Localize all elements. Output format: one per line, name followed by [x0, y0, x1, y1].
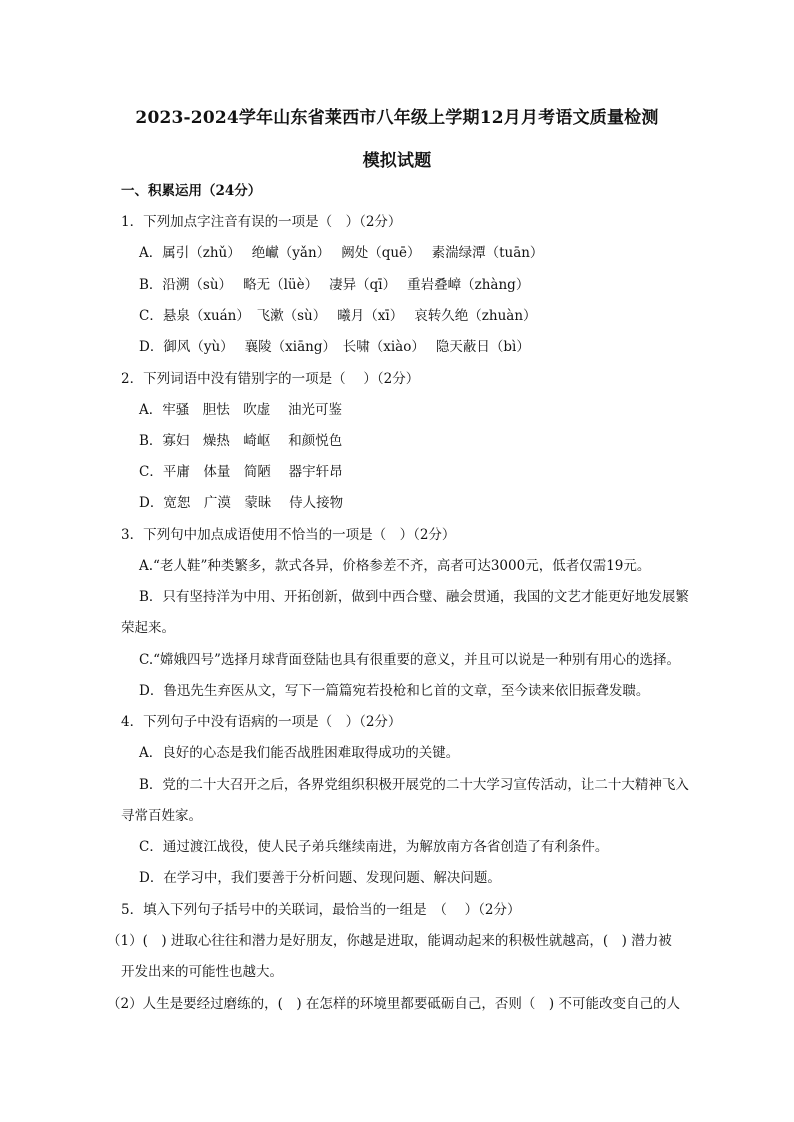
q3-option-d: D．鲁迅先生弃医从文，写下一篇篇宛若投枪和匕首的文章，至今读来依旧振聋发聩。	[139, 683, 650, 699]
section-heading: 一、积累运用（24分）	[121, 183, 262, 199]
q4-stem: 4．下列句子中没有语病的一项是（ ）（2分）	[121, 714, 402, 730]
exam-title-line2: 模拟试题	[362, 151, 432, 171]
q5-stem: 5．填入下列句子括号中的关联词，最恰当的一组是 （ ）（2分）	[121, 902, 521, 918]
q5-sentence1: （1）( ) 进取心往往和潜力是好朋友，你越是进取，能调动起来的积极性就越高，( ) 潜力被	[107, 933, 672, 949]
q1-option-d: D．御风（yù） 襄陵（xiāng） 长啸（xiào） 隐天蔽日（bì）	[139, 339, 530, 355]
q1-option-c: C．悬泉（xuán） 飞漱（sù） 曦月（xī） 哀转久绝（zhuàn）	[139, 308, 537, 324]
q4-option-d: D．在学习中，我们要善于分析问题、发现问题、解决问题。	[139, 870, 501, 886]
q3-stem: 3．下列句中加点成语使用不恰当的一项是（ ）（2分）	[121, 527, 456, 543]
q2-option-b: B．寡妇 燥热 崎岖 和颜悦色	[139, 433, 343, 449]
q2-option-c: C．平庸 体量 简陋 器宇轩昂	[139, 464, 343, 480]
q3-option-c: C.“嫦娥四号”选择月球背面登陆也具有很重要的意义，并且可以说是一种别有用心的选择。	[139, 652, 680, 668]
q4-option-a: A．良好的心态是我们能否战胜困难取得成功的关键。	[139, 745, 460, 761]
q3-option-b: B．只有坚持洋为中用、开拓创新，做到中西合璧、融会贯通，我国的文艺才能更好地发展繁	[139, 589, 689, 605]
q4-option-b: B．党的二十大召开之后，各界党组织积极开展党的二十大学习宣传活动，让二十大精神飞入	[139, 777, 689, 793]
q5-sentence1-cont: 开发出来的可能性也越大。	[121, 964, 283, 980]
q4-option-b-cont: 寻常百姓家。	[121, 808, 202, 824]
q5-sentence2: （2）人生是要经过磨练的，( ) 在怎样的环境里都要砥砺自己，否则（ ) 不可能改变自己的人	[107, 996, 680, 1012]
q4-option-c: C．通过渡江战役，使人民子弟兵继续南进，为解放南方各省创造了有利条件。	[139, 839, 609, 855]
q2-option-d: D．宽恕 广漠 蒙昧 侍人接物	[139, 495, 344, 511]
exam-title-line1: 2023-2024学年山东省莱西市八年级上学期12月月考语文质量检测	[135, 108, 659, 128]
q1-option-a: A．属引（zhǔ） 绝𪩘（yǎn） 阙处（quē） 素湍绿潭（tuān）	[139, 245, 544, 261]
q3-option-a: A.“老人鞋”种类繁多，款式各异，价格参差不齐，高者可达3000元，低者仅需19元。	[139, 558, 651, 574]
q3-option-b-cont: 荣起来。	[121, 620, 175, 636]
q2-stem: 2．下列词语中没有错别字的一项是（ ）（2分）	[121, 371, 420, 387]
q1-option-b: B．沿溯（sù） 略无（lüè） 凄异（qī） 重岩叠嶂（zhàng）	[139, 277, 530, 293]
q2-option-a: A．牢骚 胆怯 吹虚 油光可鉴	[139, 402, 343, 418]
q1-stem: 1．下列加点字注音有误的一项是（ ）（2分）	[121, 214, 402, 230]
